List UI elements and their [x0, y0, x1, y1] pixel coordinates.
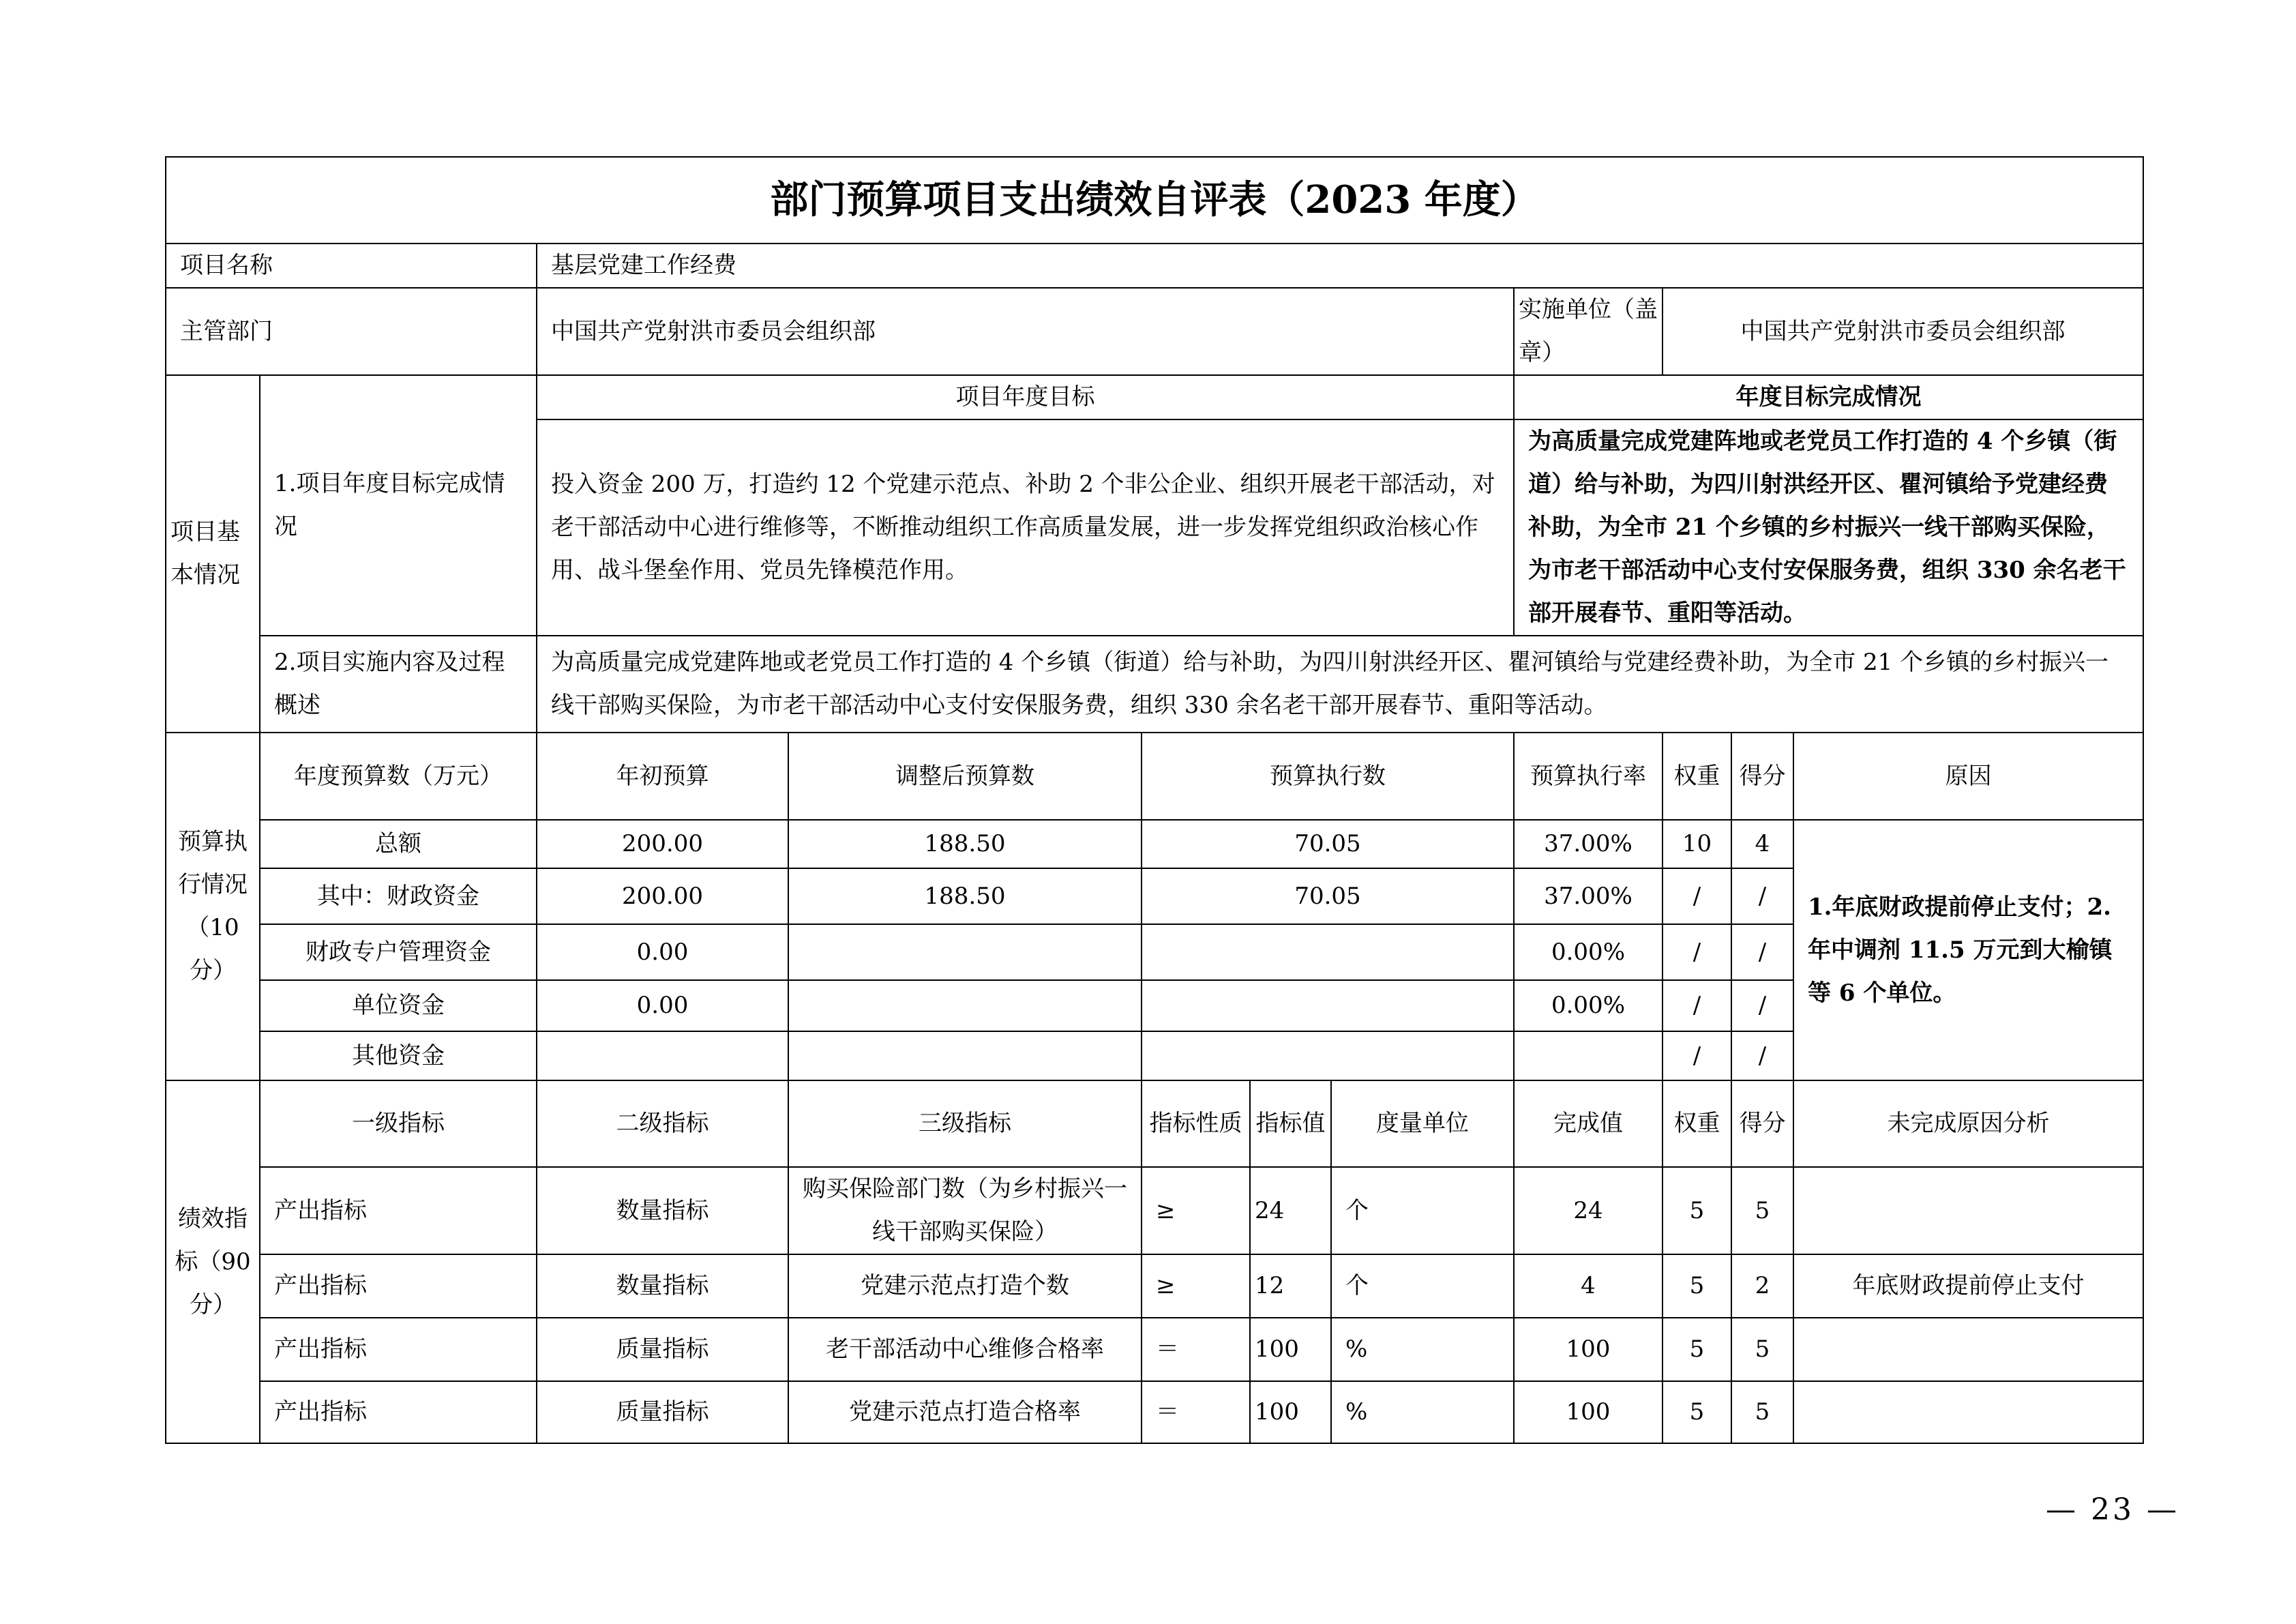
perf-cell — [1793, 1167, 2143, 1254]
perf-cell: 年底财政提前停止支付 — [1793, 1254, 2143, 1318]
performance-self-evaluation-table — [165, 156, 2144, 1444]
budget-header: 权重 — [1663, 733, 1731, 820]
budget-cell — [1142, 980, 1514, 1031]
perf-cell: 5 — [1663, 1167, 1731, 1254]
budget-reason: 1.年底财政提前停止支付；2.年中调剂 11.5 万元到大榆镇等 6 个单位。 — [1793, 820, 2143, 1080]
budget-cell: / — [1663, 1031, 1731, 1080]
budget-cell: 4 — [1731, 820, 1793, 868]
impl-unit-value: 中国共产党射洪市委员会组织部 — [1663, 288, 2143, 375]
perf-header: 一级指标 — [260, 1080, 537, 1167]
perf-cell: 产出指标 — [260, 1381, 537, 1443]
budget-cell — [1142, 924, 1514, 980]
perf-cell: 数量指标 — [537, 1167, 788, 1254]
perf-header: 二级指标 — [537, 1080, 788, 1167]
perf-header: 三级指标 — [788, 1080, 1142, 1167]
impl-content-label: 2.项目实施内容及过程概述 — [260, 636, 537, 733]
table-row — [166, 820, 2143, 868]
goal-label: 1.项目年度目标完成情况 — [260, 375, 537, 636]
budget-header: 预算执行数 — [1142, 733, 1514, 820]
perf-cell: 5 — [1663, 1381, 1731, 1443]
goal-text: 投入资金 200 万，打造约 12 个党建示范点、补助 2 个非公企业、组织开展老干部活动，对老干部活动中心进行维修等，不断推动组织工作高质量发展，进一步发挥党组织政治核心作用、战斗堡垒作用、党员先锋模范作用。 — [537, 419, 1514, 636]
impl-content-text: 为高质量完成党建阵地或老党员工作打造的 4 个乡镇（街道）给与补助，为四川射洪经开区、瞿河镇给与党建经费补助，为全市 21 个乡镇的乡村振兴一线干部购买保险，为市老干部活动中心支付安保服务费，组织 330 余名老干部开展春节、重阳等活动。 — [537, 636, 2143, 733]
perf-cell: 24 — [1250, 1167, 1331, 1254]
budget-cell: 37.00% — [1514, 820, 1663, 868]
table-title: 部门预算项目支出绩效自评表（2023 年度） — [166, 157, 2143, 243]
perf-cell — [1793, 1381, 2143, 1443]
budget-header: 年初预算 — [537, 733, 788, 820]
perf-cell: 个 — [1331, 1254, 1514, 1318]
budget-cell: 37.00% — [1514, 868, 1663, 924]
project-name-value: 基层党建工作经费 — [537, 243, 2143, 288]
budget-cell: 0.00% — [1514, 924, 1663, 980]
perf-cell: 产出指标 — [260, 1167, 537, 1254]
perf-cell: ＝ — [1142, 1381, 1250, 1443]
budget-cell: / — [1663, 924, 1731, 980]
table-row — [166, 1167, 2143, 1254]
budget-cell — [1514, 1031, 1663, 1080]
budget-cell: 0.00% — [1514, 980, 1663, 1031]
budget-cell: 200.00 — [537, 820, 788, 868]
table-row — [166, 1381, 2143, 1443]
perf-cell: 12 — [1250, 1254, 1331, 1318]
perf-cell: 购买保险部门数（为乡村振兴一线干部购买保险） — [788, 1167, 1142, 1254]
perf-cell: 5 — [1731, 1381, 1793, 1443]
perf-cell: 老干部活动中心维修合格率 — [788, 1318, 1142, 1381]
budget-cell: 其他资金 — [260, 1031, 537, 1080]
perf-cell: ＝ — [1142, 1318, 1250, 1381]
perf-cell: 质量指标 — [537, 1318, 788, 1381]
perf-header: 权重 — [1663, 1080, 1731, 1167]
goal-header: 项目年度目标 — [537, 375, 1514, 419]
budget-cell: 单位资金 — [260, 980, 537, 1031]
perf-cell: 100 — [1250, 1381, 1331, 1443]
perf-cell: % — [1331, 1381, 1514, 1443]
budget-cell: 0.00 — [537, 980, 788, 1031]
table-row — [166, 1318, 2143, 1381]
budget-header: 原因 — [1793, 733, 2143, 820]
perf-cell: 5 — [1731, 1318, 1793, 1381]
budget-cell — [788, 1031, 1142, 1080]
budget-cell: 10 — [1663, 820, 1731, 868]
perf-header: 指标性质 — [1142, 1080, 1250, 1167]
budget-cell: / — [1731, 924, 1793, 980]
perf-cell: ≥ — [1142, 1167, 1250, 1254]
basic-section-label: 项目基本情况 — [166, 375, 260, 733]
perf-section-label: 绩效指标（90分） — [166, 1080, 260, 1443]
budget-header: 预算执行率 — [1514, 733, 1663, 820]
perf-cell: 5 — [1663, 1318, 1731, 1381]
budget-cell: / — [1731, 868, 1793, 924]
budget-cell — [1142, 1031, 1514, 1080]
budget-cell — [788, 924, 1142, 980]
budget-header: 调整后预算数 — [788, 733, 1142, 820]
budget-header: 得分 — [1731, 733, 1793, 820]
perf-header: 度量单位 — [1331, 1080, 1514, 1167]
budget-cell — [537, 1031, 788, 1080]
perf-cell: 产出指标 — [260, 1254, 537, 1318]
perf-cell: 2 — [1731, 1254, 1793, 1318]
budget-cell: 200.00 — [537, 868, 788, 924]
budget-cell: 总额 — [260, 820, 537, 868]
perf-header: 未完成原因分析 — [1793, 1080, 2143, 1167]
budget-cell: 0.00 — [537, 924, 788, 980]
budget-cell: 188.50 — [788, 868, 1142, 924]
done-header: 年度目标完成情况 — [1514, 375, 2143, 419]
perf-cell: ≥ — [1142, 1254, 1250, 1318]
perf-cell: 个 — [1331, 1167, 1514, 1254]
done-text: 为高质量完成党建阵地或老党员工作打造的 4 个乡镇（街道）给与补助，为四川射洪经开区、瞿河镇给予党建经费补助，为全市 21 个乡镇的乡村振兴一线干部购买保险，为市老干部活动中心支付安保服务费，组织 330 余名老干部开展春节、重阳等活动。 — [1514, 419, 2143, 636]
perf-cell: 4 — [1514, 1254, 1663, 1318]
perf-cell: 5 — [1663, 1254, 1731, 1318]
budget-cell: 188.50 — [788, 820, 1142, 868]
perf-cell: % — [1331, 1318, 1514, 1381]
budget-cell: 财政专户管理资金 — [260, 924, 537, 980]
perf-cell: 数量指标 — [537, 1254, 788, 1318]
perf-cell: 党建示范点打造合格率 — [788, 1381, 1142, 1443]
perf-cell: 100 — [1514, 1318, 1663, 1381]
dept-label: 主管部门 — [166, 288, 537, 375]
budget-cell: 70.05 — [1142, 820, 1514, 868]
perf-cell: 质量指标 — [537, 1381, 788, 1443]
budget-cell: 其中：财政资金 — [260, 868, 537, 924]
table-row — [166, 1254, 2143, 1318]
perf-cell: 5 — [1731, 1167, 1793, 1254]
budget-section-label: 预算执行情况（10分） — [166, 733, 260, 1080]
perf-cell — [1793, 1318, 2143, 1381]
budget-cell: / — [1731, 1031, 1793, 1080]
budget-cell: / — [1663, 868, 1731, 924]
perf-cell: 产出指标 — [260, 1318, 537, 1381]
perf-header: 得分 — [1731, 1080, 1793, 1167]
perf-cell: 24 — [1514, 1167, 1663, 1254]
budget-header: 年度预算数（万元） — [260, 733, 537, 820]
perf-cell: 100 — [1250, 1318, 1331, 1381]
perf-header: 完成值 — [1514, 1080, 1663, 1167]
project-name-label: 项目名称 — [166, 243, 537, 288]
perf-cell: 100 — [1514, 1381, 1663, 1443]
budget-cell — [788, 980, 1142, 1031]
perf-header: 指标值 — [1250, 1080, 1331, 1167]
budget-cell: / — [1663, 980, 1731, 1031]
dept-value: 中国共产党射洪市委员会组织部 — [537, 288, 1514, 375]
page-number: — 23 — — [2046, 1492, 2179, 1527]
perf-cell: 党建示范点打造个数 — [788, 1254, 1142, 1318]
budget-cell: / — [1731, 980, 1793, 1031]
impl-unit-label: 实施单位（盖章） — [1514, 288, 1663, 375]
budget-cell: 70.05 — [1142, 868, 1514, 924]
